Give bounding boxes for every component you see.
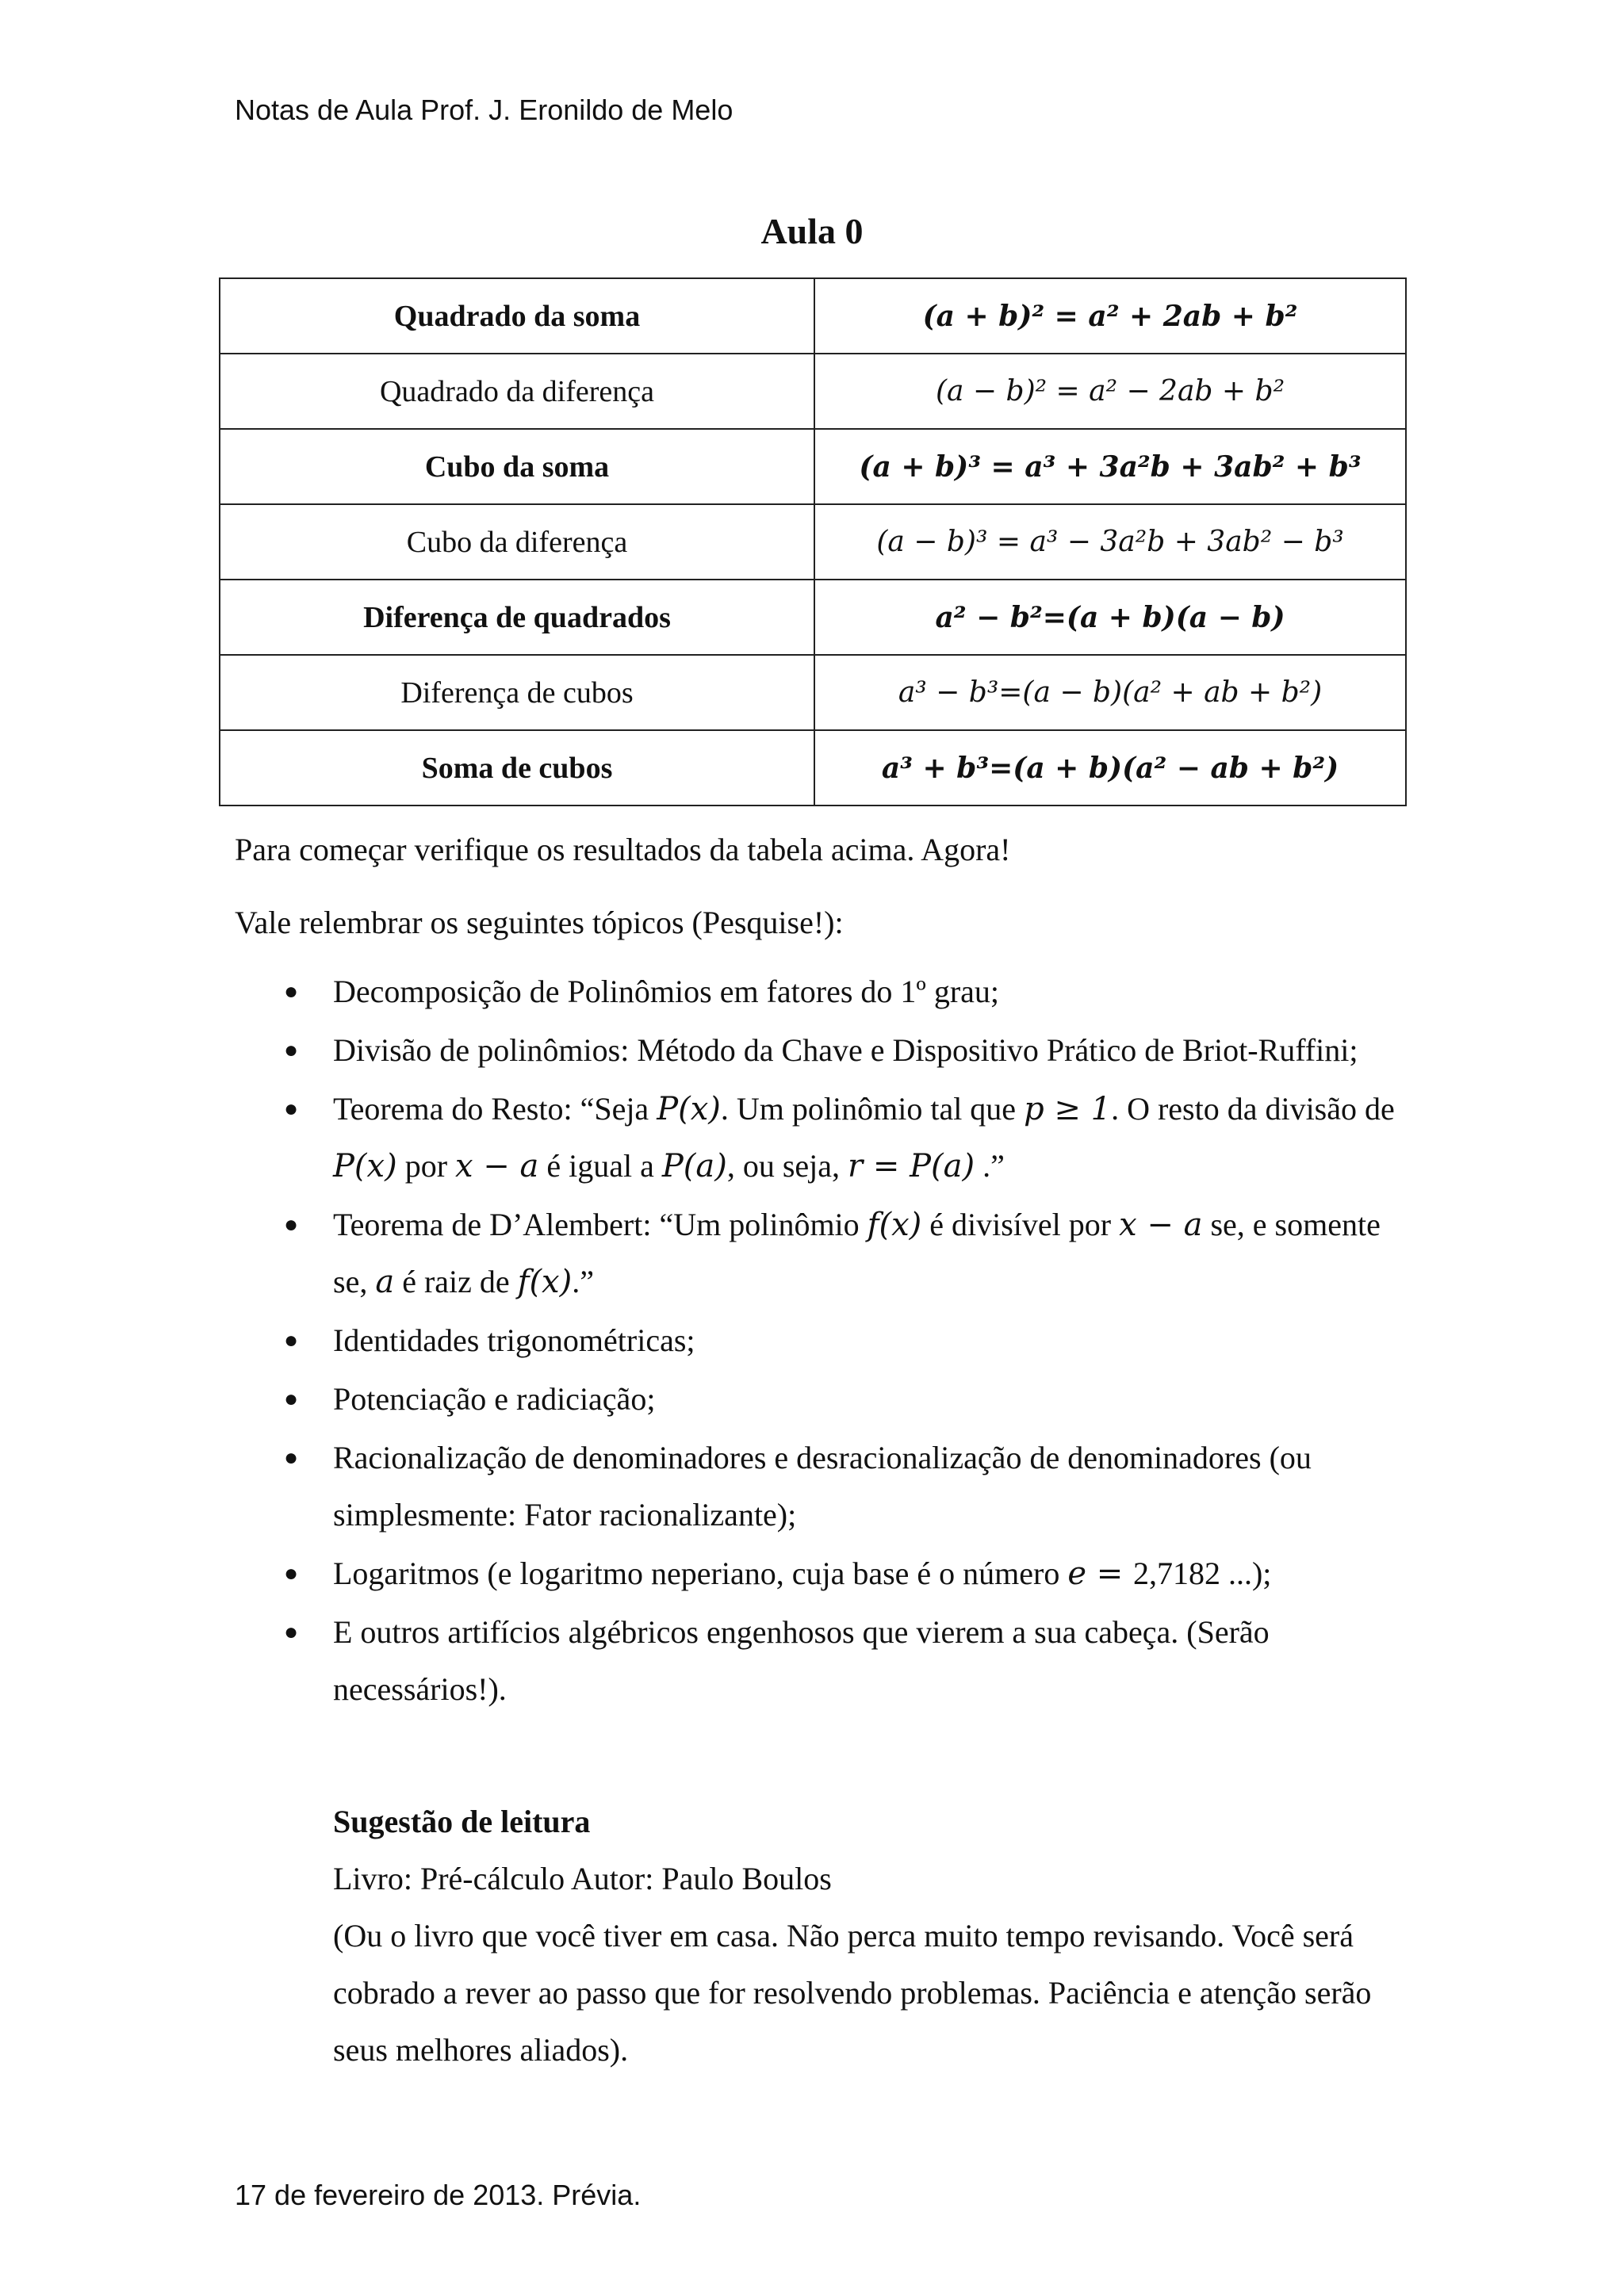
topic-math: a (375, 1264, 395, 1300)
bullet-icon: ● (284, 1619, 299, 1645)
list-item (235, 1312, 1408, 1369)
topic-math: x − a (455, 1148, 539, 1184)
list-item (235, 1196, 1408, 1311)
identity-name: Cubo da soma (220, 429, 814, 504)
table-row (220, 730, 1406, 806)
list-item (235, 1081, 1408, 1195)
list-item (235, 963, 1408, 1020)
reading-suggestion (333, 1793, 1411, 2079)
identity-name: Diferença de quadrados (220, 580, 814, 655)
topic-text: é raiz de (394, 1264, 518, 1299)
bullet-icon: ● (284, 1037, 299, 1063)
intro-paragraph: Para começar verifique os resultados da tabela acima. Agora! (235, 832, 1011, 867)
topic-text: .” (975, 1148, 1005, 1184)
topic-text: Teorema do Resto: “Seja (333, 1091, 657, 1127)
table-row (220, 354, 1406, 429)
bullet-icon: ● (284, 978, 299, 1004)
table-row (220, 504, 1406, 580)
identity-formula: (a − b)³ = a³ − 3a²b + 3ab² − b³ (814, 504, 1406, 580)
identity-formula: a³ − b³=(a − b)(a² + ab + b²) (814, 655, 1406, 730)
table-row (220, 278, 1406, 354)
bullet-icon: ● (284, 1096, 299, 1122)
identity-formula: (a − b)² = a² − 2ab + b² (814, 354, 1406, 429)
list-item (235, 1429, 1408, 1544)
reading-heading: Sugestão de leitura (333, 1804, 591, 1839)
list-item (235, 1022, 1408, 1079)
bullet-icon: ● (284, 1445, 299, 1471)
list-item (235, 1604, 1408, 1718)
topic-math: r = P(a) (848, 1148, 975, 1184)
topic-number: 2,7182 (1132, 1556, 1220, 1591)
list-item (235, 1371, 1408, 1428)
identity-name: Quadrado da soma (220, 278, 814, 354)
topic-text: Divisão de polinômios: Método da Chave e Dispositivo Prático de Briot-Ruffini; (333, 1032, 1358, 1068)
bullet-icon: ● (284, 1327, 299, 1353)
bullet-icon: ● (284, 1211, 299, 1238)
identity-formula: a² − b²=(a + b)(a − b) (814, 580, 1406, 655)
topic-text: Logaritmos (e logaritmo neperiano, cuja base é o número (333, 1556, 1068, 1591)
identities-table (219, 277, 1407, 806)
topic-text: ...); (1220, 1556, 1272, 1591)
table-row (220, 580, 1406, 655)
table-row (220, 429, 1406, 504)
identity-name: Diferença de cubos (220, 655, 814, 730)
topic-text: se, e somente se, (333, 1207, 1381, 1299)
topic-text: Teorema de D’Alembert: “Um polinômio (333, 1207, 868, 1242)
table-row (220, 655, 1406, 730)
identity-name: Quadrado da diferença (220, 354, 814, 429)
topic-text: .” (572, 1264, 594, 1299)
topic-text: E outros artifícios algébricos engenhosos que vierem a sua cabeça. (Serão necessários!). (333, 1614, 1270, 1707)
identity-formula: a³ + b³=(a + b)(a² − ab + b²) (814, 730, 1406, 806)
topic-math: P(x) (657, 1091, 721, 1127)
topic-math: P(x) (333, 1148, 397, 1184)
topic-math: f(x) (867, 1207, 922, 1243)
identity-formula: (a + b)³ = a³ + 3a²b + 3ab² + b³ (814, 429, 1406, 504)
topic-text: por (396, 1148, 456, 1184)
topic-math: f(x) (517, 1264, 573, 1300)
topics-list (235, 963, 1408, 1720)
topics-intro: Vale relembrar os seguintes tópicos (Pesquise!): (235, 905, 844, 940)
topic-text: Decomposição de Polinômios em fatores do 1º grau; (333, 974, 999, 1009)
list-item (235, 1545, 1408, 1602)
topic-math: P(a) (661, 1148, 727, 1184)
identity-name: Soma de cubos (220, 730, 814, 806)
reading-note: (Ou o livro que você tiver em casa. Não perca muito tempo revisando. Você será cobrado a rever ao passo que for resolvendo problemas. Paciência e atenção serão seus melhores aliados). (333, 1918, 1372, 2068)
topic-text: . O resto da divisão de (1111, 1091, 1395, 1127)
topic-math: p ≥ 1 (1024, 1091, 1112, 1127)
page-title: Aula 0 (760, 211, 864, 251)
topic-text: Potenciação e radiciação; (333, 1381, 656, 1417)
topic-text: Identidades trigonométricas; (333, 1322, 695, 1358)
page-footer: 17 de fevereiro de 2013. Prévia. (235, 2179, 642, 2211)
topic-text: é igual a (538, 1148, 662, 1184)
topic-text: Racionalização de denominadores e desracionalização de denominadores (ou simplesmente: Fator racionalizante); (333, 1440, 1312, 1533)
identity-name: Cubo da diferença (220, 504, 814, 580)
topic-math: e = (1067, 1556, 1133, 1592)
bullet-icon: ● (284, 1386, 299, 1412)
topic-text: , ou seja, (726, 1148, 848, 1184)
topic-text: é divisível por (921, 1207, 1120, 1242)
reading-book: Livro: Pré-cálculo Autor: Paulo Boulos (333, 1861, 832, 1896)
bullet-icon: ● (284, 1560, 299, 1586)
topic-math: x − a (1119, 1207, 1203, 1243)
topic-text: . Um polinômio tal que (720, 1091, 1025, 1127)
page-header: Notas de Aula Prof. J. Eronildo de Melo (235, 94, 733, 126)
identity-formula: (a + b)² = a² + 2ab + b² (814, 278, 1406, 354)
